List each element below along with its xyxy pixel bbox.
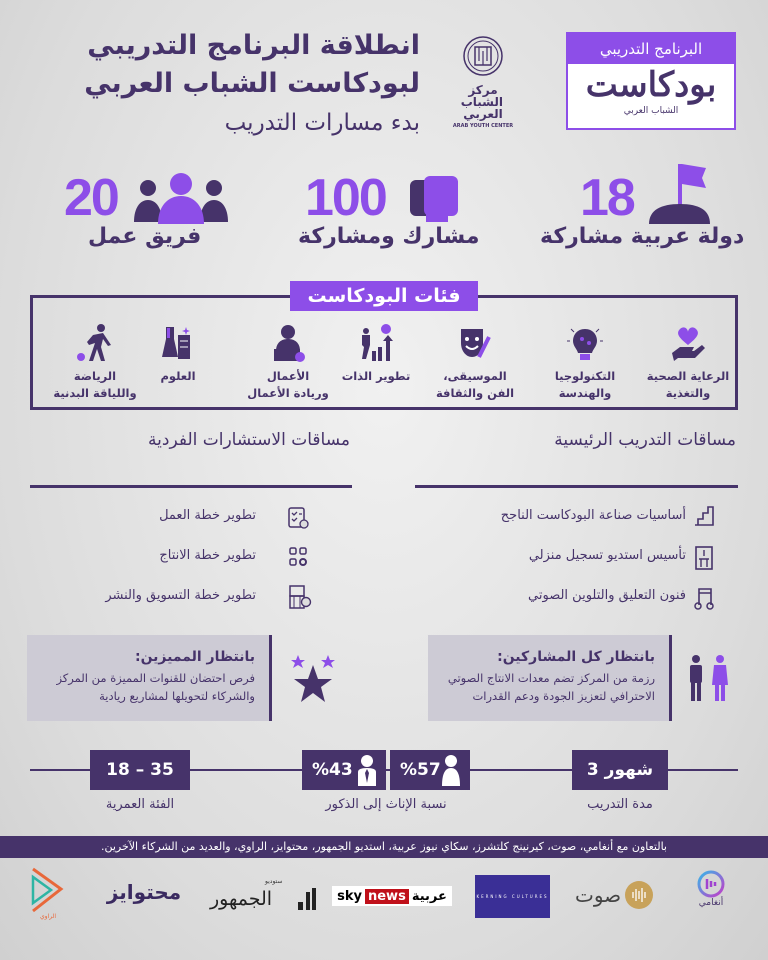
kerning-cultures-logo: KERNING CULTURES	[475, 875, 550, 918]
all-participants-title: بانتظار كل المشاركين:	[497, 649, 655, 665]
stars-icon	[290, 655, 338, 703]
anghami-logo: أنغامي	[686, 870, 736, 908]
arab-youth-center-logo: مركز الشباب العربي ARAB YOUTH CENTER	[452, 34, 514, 129]
checklist-icon	[287, 506, 309, 530]
duration-label: مدة التدريب	[587, 797, 653, 812]
partners-band: بالتعاون مع أنغامي، صوت، كيرنينج كلتشرز، سكاي نيوز عربية، استديو الجمهور، محتوايز، الراوي، والعديد من الشركاء الآخرين.	[0, 836, 768, 858]
sowt-logo: صوت	[575, 880, 660, 910]
category-health: الرعاية الصحية والتغذية	[633, 322, 743, 402]
consult-course-item: تطوير خطة التسويق والنشر	[105, 588, 256, 603]
flag-icon	[645, 160, 713, 226]
stairs-icon	[693, 505, 715, 527]
lab-flask-icon	[158, 323, 198, 363]
logo-subtitle: الشباب العربي	[623, 106, 679, 116]
all-participants-box	[428, 635, 672, 721]
age-value: 18 – 35	[90, 750, 190, 790]
podcast-logo	[566, 32, 736, 130]
jumhour-icon	[298, 884, 318, 910]
rawi-play-icon	[30, 867, 64, 913]
male-percent: %43	[302, 750, 386, 790]
jumhour-logo: ستوديو الجمهور	[210, 878, 320, 914]
grid-gear-icon	[288, 546, 308, 568]
marketing-icon	[288, 584, 312, 610]
title-line-2: لبودكاست الشباب العربي	[84, 68, 420, 99]
consult-courses-underline	[30, 485, 352, 488]
consult-course-item: تطوير خطة الانتاج	[159, 548, 256, 563]
male-icon	[356, 754, 378, 786]
distinguished-title: بانتظار المميزين:	[134, 649, 255, 665]
logo-band: البرنامج التدريبي	[568, 34, 734, 64]
growth-steps-icon	[356, 323, 396, 363]
category-technology: التكنولوجيا والهندسة	[530, 322, 640, 402]
category-self-development: تطوير الذات	[321, 322, 431, 385]
lightbulb-head-icon	[565, 323, 605, 363]
stat-team-value: 20	[64, 169, 118, 227]
center-emblem-icon	[461, 34, 505, 78]
main-courses-title: مساقات التدريب الرئيسية	[554, 430, 736, 450]
duration-value: 3 شهور	[572, 750, 668, 790]
logo-wordmark: بودكاست	[585, 65, 717, 105]
distinguished-box	[27, 635, 272, 721]
main-course-item: تأسيس استديو تسجيل منزلي	[528, 548, 686, 563]
category-music-art: الموسيقى، الفن والثقافة	[420, 322, 530, 402]
raised-hands-icon	[408, 172, 462, 224]
female-percent: %57	[390, 750, 470, 790]
sowt-icon	[625, 881, 653, 909]
heart-hand-icon	[668, 323, 708, 363]
theater-mask-icon	[455, 323, 495, 363]
anghami-icon	[697, 870, 725, 898]
title-line-1: انطلاقة البرنامج التدريبي	[87, 30, 420, 61]
stat-countries-value: 18	[580, 169, 634, 227]
main-courses-underline	[415, 485, 738, 488]
all-participants-text: رزمة من المركز تضم معدات الانتاج الصوتي الاحترافي لتعزيز الجودة ودعم القدرات	[447, 671, 655, 703]
female-icon	[440, 754, 462, 786]
gender-label: نسبة الإناث إلى الذكور	[325, 797, 447, 812]
category-sports: الرياضة واللياقة البدنية	[40, 322, 150, 402]
distinguished-text: فرص احتضان للقنوات المميزة من المركز والشركاء لتحويلها لمشاريع ريادية	[56, 671, 255, 703]
stat-team-label: فريق عمل	[88, 224, 202, 249]
category-business: الأعمال وريادة الأعمال	[233, 322, 343, 402]
music-note-icon	[694, 585, 714, 611]
mohtawayz-logo: محتوايز	[106, 880, 182, 904]
stat-participants-label: مشارك ومشاركة	[298, 224, 480, 249]
studio-icon	[694, 545, 714, 571]
age-label: الفئة العمرية	[105, 797, 175, 812]
stat-participants-value: 100	[305, 169, 386, 227]
category-science: العلوم	[123, 322, 233, 385]
man-woman-icon	[686, 655, 732, 703]
group-icon	[134, 172, 228, 224]
football-player-icon	[75, 323, 115, 363]
consult-course-item: تطوير خطة العمل	[159, 508, 256, 523]
businessman-icon	[268, 323, 308, 363]
sky-news-arabia-logo: sky news عربية	[332, 886, 452, 906]
main-course-item: فنون التعليق والتلوين الصوتي	[528, 588, 686, 603]
stat-countries-label: دولة عربية مشاركة	[540, 224, 745, 249]
consult-courses-title: مساقات الاستشارات الفردية	[148, 430, 350, 450]
categories-title: فئات البودكاست	[290, 281, 478, 311]
main-course-item: أساسيات صناعة البودكاست الناجح	[500, 508, 686, 523]
rawi-logo: الراوي	[30, 867, 66, 923]
subtitle: بدء مسارات التدريب	[224, 110, 420, 136]
